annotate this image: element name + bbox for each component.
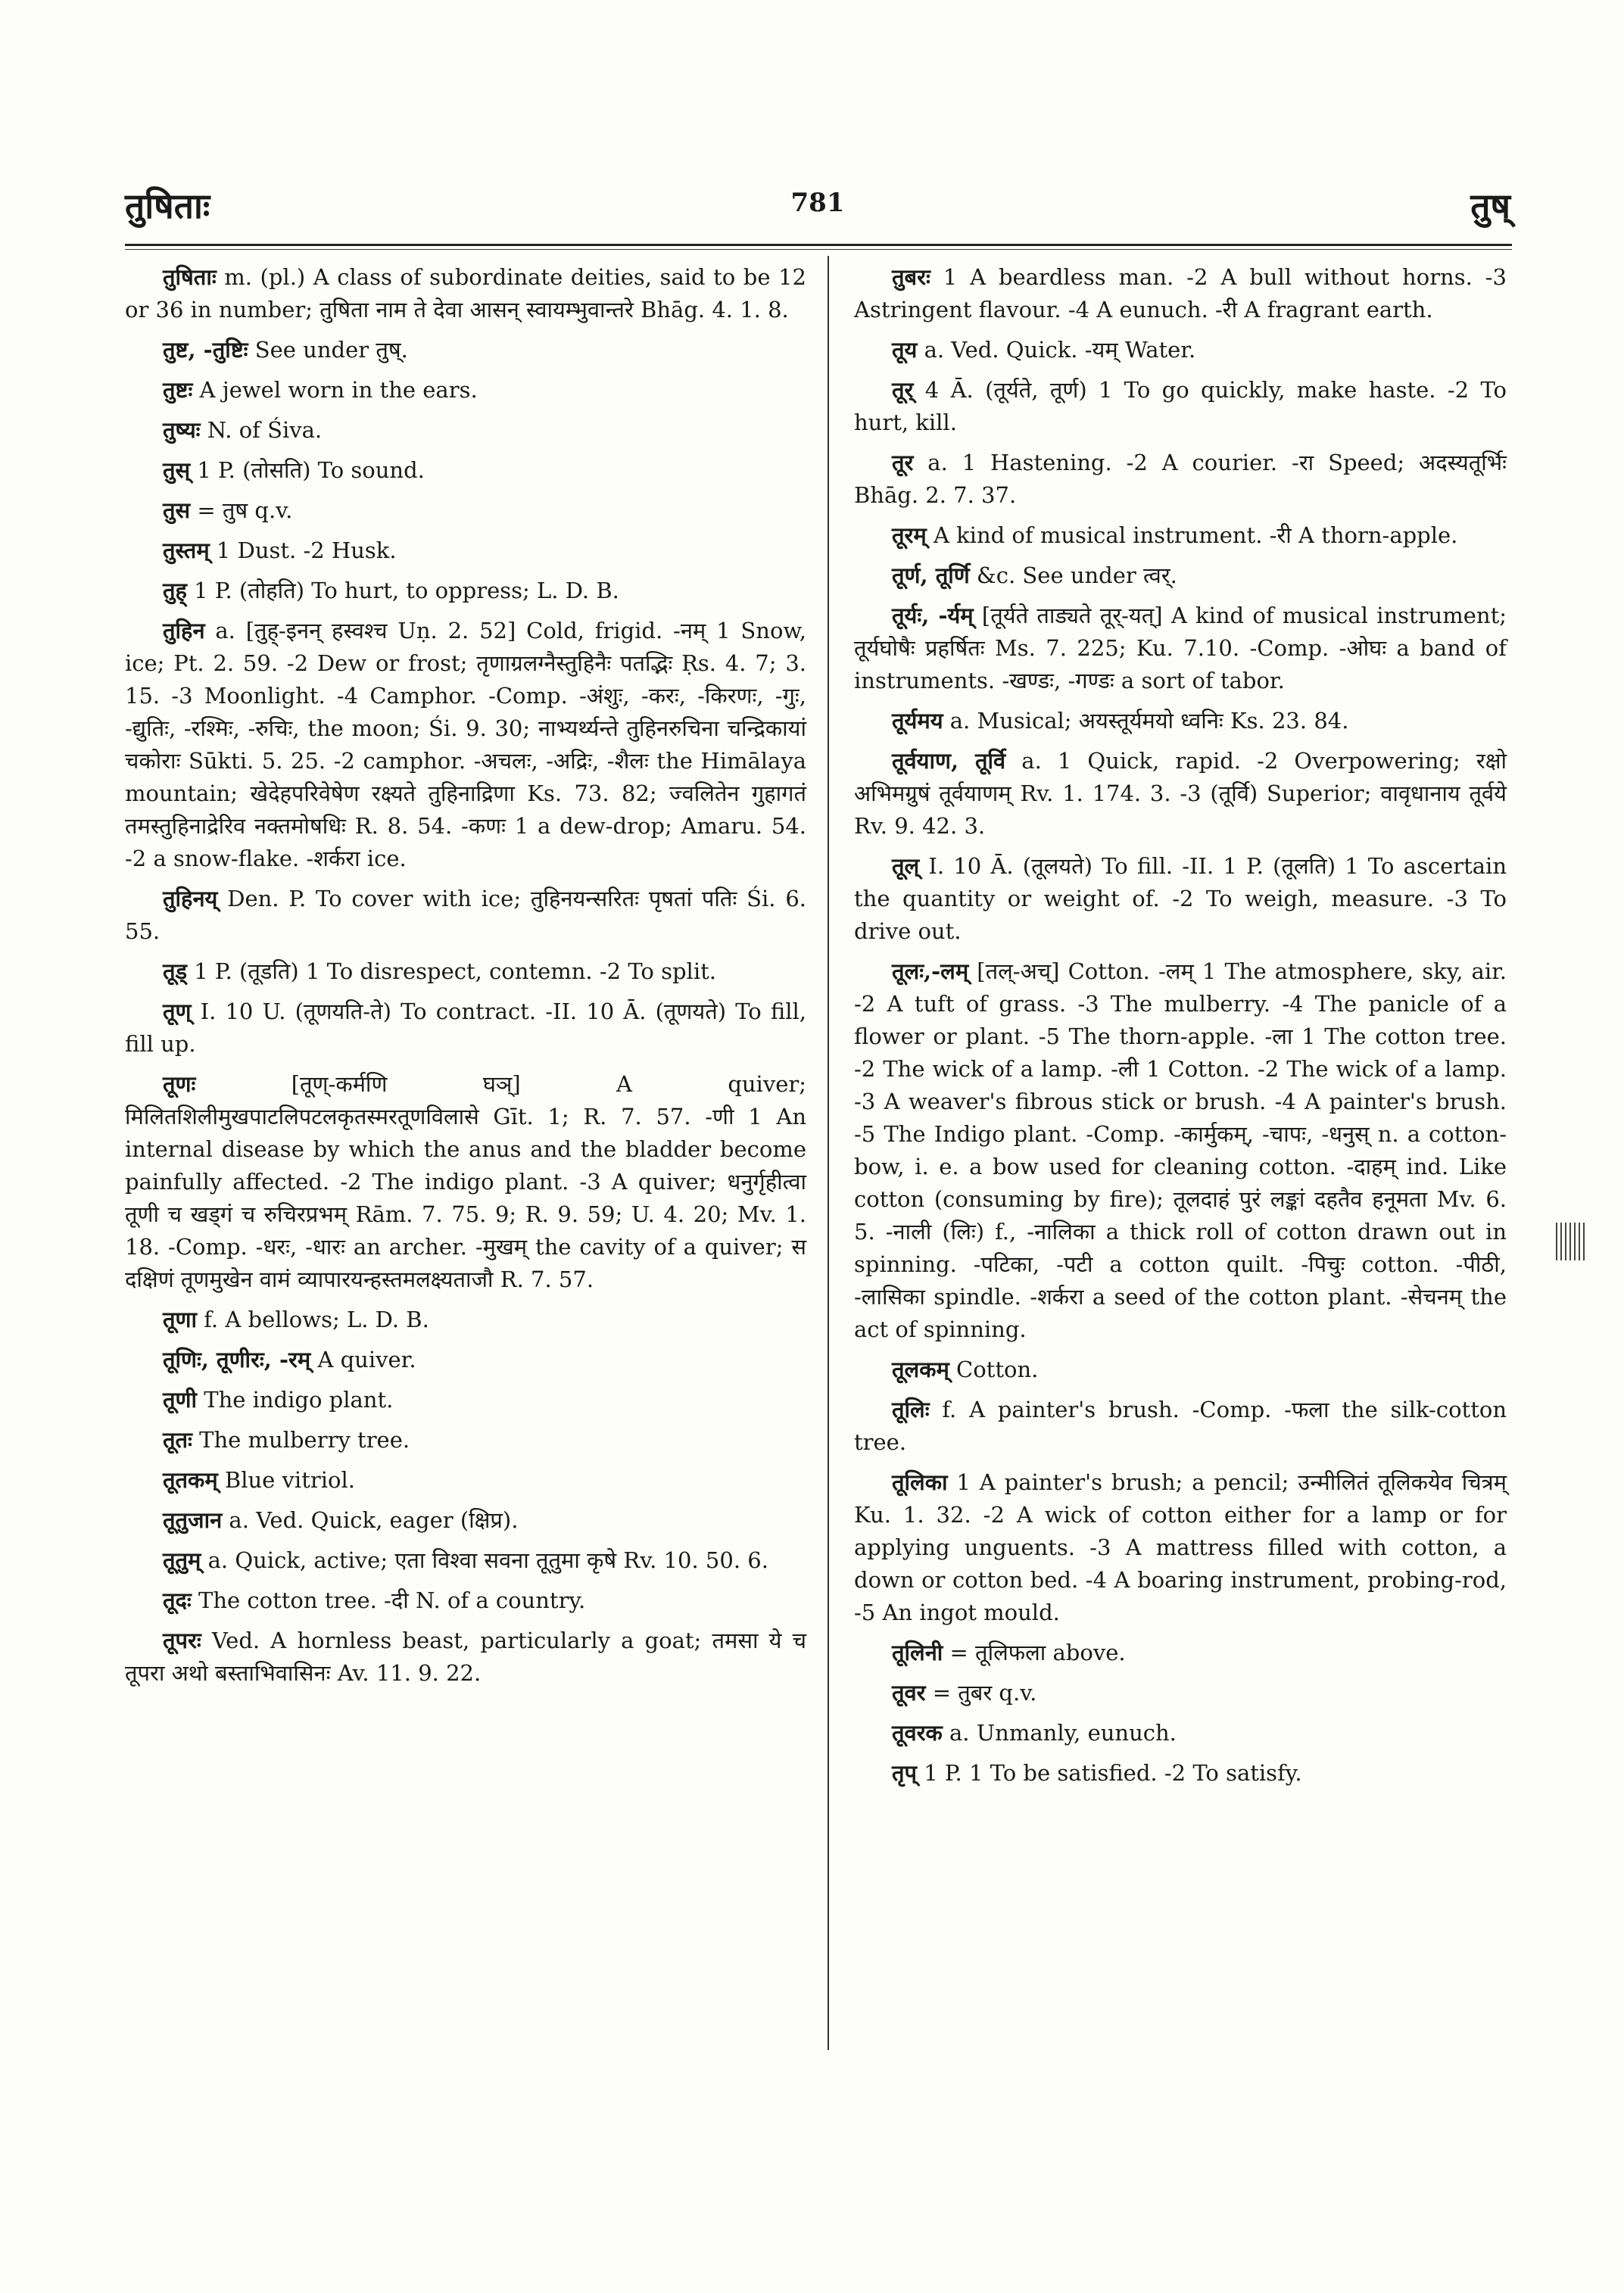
entry-headword: तूणा (163, 1307, 198, 1332)
dictionary-entry (854, 1757, 1507, 1790)
dictionary-entry (854, 334, 1507, 366)
dictionary-entry (125, 414, 806, 447)
entry-headword: तूण् (163, 999, 192, 1024)
dictionary-entry (125, 1384, 806, 1416)
entry-headword: तूर् (892, 377, 914, 403)
entry-headword: तूर्यः, -र्यम् (892, 603, 974, 628)
dictionary-entry (125, 534, 806, 567)
dictionary-entry (854, 955, 1507, 1346)
entry-definition: a. Ved. Quick. -यम् Water. (924, 337, 1196, 363)
entry-headword: तूर्वयाण, तूर्वि (892, 748, 1006, 774)
entry-definition: A kind of musical instrument. -री A thorn-apple. (933, 522, 1458, 548)
entry-definition: a. Musical; अयस्तूर्यमयो ध्वनिः Ks. 23. 84. (949, 708, 1349, 734)
entry-definition: A jewel worn in the ears. (199, 377, 478, 403)
dictionary-entry (125, 1464, 806, 1497)
entry-headword: तूणः (163, 1071, 196, 1097)
entry-headword: तूतः (163, 1427, 192, 1453)
dictionary-entry (125, 374, 806, 407)
entry-headword: तूतकम् (163, 1467, 218, 1493)
column-divider (828, 256, 829, 2050)
dictionary-entry (854, 447, 1507, 512)
entry-definition: [तूर्यते ताड्यते तूर्-यत्] A kind of musical instrument; तूर्यघोषैः प्रहर्षितः Ms. 7. 225; Ku. 7.10. -Comp. -ओघः a band of instruments. -खण्डः, -गण्डः a sort of tabor. (854, 603, 1507, 693)
left-column (125, 261, 806, 1697)
dictionary-entry (125, 1068, 806, 1296)
page-number: 781 (790, 188, 845, 218)
dictionary-entry (854, 374, 1507, 439)
entry-headword: तूवर (892, 1680, 926, 1706)
dictionary-entry (125, 1504, 806, 1537)
dictionary-entry (125, 1344, 806, 1376)
entry-headword: तूलः,-लम् (892, 958, 969, 984)
entry-headword: तूतुम् (163, 1547, 201, 1573)
entry-definition: 1 P. (तोहति) To hurt, to oppress; L. D. B. (194, 578, 619, 603)
dictionary-entry (125, 454, 806, 487)
entry-definition: N. of Śiva. (207, 417, 323, 443)
entry-definition: m. (pl.) A class of subordinate deities, said to be 12 or 36 in number; तुषिता नाम ते देवा आसन् स्वायम्भुवान्तरे Bhāg. 4. 1. 8. (125, 264, 806, 322)
entry-headword: तूलिनी (892, 1640, 943, 1665)
entry-headword: तूर्यमय (892, 708, 943, 734)
entry-headword: तूलकम् (892, 1357, 949, 1382)
entry-headword: तूर (892, 450, 914, 475)
dictionary-entry (125, 615, 806, 875)
dictionary-entry (854, 261, 1507, 326)
entry-definition: Cotton. (956, 1357, 1039, 1382)
entry-definition: I. 10 Ā. (तूलयते) To fill. -II. 1 P. (तूलति) 1 To ascertain the quantity or weight of. -2 To weigh, measure. -3 To drive out. (854, 853, 1507, 944)
entry-definition: a. Ved. Quick, eager (क्षिप्र). (229, 1507, 519, 1533)
entry-definition: 1 A beardless man. -2 A bull without horns. -3 Astringent flavour. -4 A eunuch. -री A fragrant earth. (854, 264, 1507, 322)
dictionary-entry (854, 519, 1507, 552)
entry-definition: f. A painter's brush. -Comp. -फला the silk-cotton tree. (854, 1397, 1507, 1455)
entry-headword: तुस् (163, 457, 191, 483)
dictionary-entry (854, 1354, 1507, 1386)
entry-headword: तूल् (892, 853, 920, 879)
entry-headword: तुस (163, 497, 191, 523)
dictionary-entry (125, 1625, 806, 1690)
dictionary-entry (854, 705, 1507, 737)
entry-headword: तुष्यः (163, 417, 201, 443)
entry-headword: तुषिताः (163, 264, 217, 290)
dictionary-entry (125, 261, 806, 326)
entry-definition: The cotton tree. -दी N. of a country. (198, 1587, 586, 1613)
entry-headword: तूणिः, तूणीरः, -रम् (163, 1347, 311, 1372)
dictionary-entry (125, 1424, 806, 1456)
entry-definition: See under तुष्. (254, 337, 408, 363)
entry-definition: Den. P. To cover with ice; तुहिनयन्सरितः पृषतां पतिः Śi. 6. 55. (125, 886, 806, 944)
entry-definition: &c. See under त्वर्. (976, 562, 1177, 588)
running-head-right: तुष् (1470, 185, 1510, 226)
entry-headword: तूलिः (892, 1397, 930, 1422)
entry-definition: 1 P. (तूडति) 1 To disrespect, contemn. -2 To split. (194, 958, 716, 984)
entry-definition: = तुबर q.v. (932, 1680, 1037, 1706)
entry-definition: Ved. A hornless beast, particularly a goat; तमसा ये च तूपरा अथो बस्ताभिवासिनः Av. 11. 9. 22. (125, 1628, 806, 1686)
dictionary-entry (854, 1677, 1507, 1709)
dictionary-entry (125, 955, 806, 988)
entry-headword: तूर्ण, तूर्णि (892, 562, 970, 588)
entry-headword: तुष्टः (163, 377, 193, 403)
running-head-left: तुषिताः (125, 185, 210, 226)
dictionary-entry (854, 1637, 1507, 1669)
dictionary-entry (125, 883, 806, 948)
entry-definition: The mulberry tree. (199, 1427, 410, 1453)
entry-headword: तूपरः (163, 1628, 201, 1653)
entry-definition: a. Quick, active; एता विश्वा सवना तूतुमा कृषे Rv. 10. 50. 6. (207, 1547, 768, 1573)
entry-headword: तुस्तम् (163, 537, 210, 563)
dictionary-entry (854, 1394, 1507, 1459)
entry-definition: = तुष q.v. (197, 497, 293, 523)
entry-headword: तूतुजान (163, 1507, 223, 1533)
dictionary-entry (854, 559, 1507, 592)
entry-definition: [तल्-अच्] Cotton. -लम् 1 The atmosphere, sky, air. -2 A tuft of grass. -3 The mulberry. -4 The panicle of a flower or plant. -5 The thorn-apple. -ला 1 The cotton tree. -2 The wick of a lamp. -ली 1 Cotton. -2 The wick of a lamp. -3 A weaver's fibrous stick or brush. -4 A painter's brush. -5 The Indigo plant. -Comp. -कार्मुकम्, -चापः, -धनुस् n. a cotton-bow, i. e. a bow used for cleaning cotton. -दाहम् ind. Like cotton (consuming by fire); तूलदाहं पुरं लङ्कां दहतैव हनूमता Mv. 6. 5. -नाली (लिः) f., -नालिका a thick roll of cotton drawn out in spinning. -पटिका, -पटी a cotton quilt. -पिचुः cotton. -पीठी, -लासिका spindle. -शर्करा a seed of the cotton plant. -सेचनम् the act of spinning. (854, 958, 1507, 1342)
dictionary-entry (854, 745, 1507, 843)
entry-definition: 4 Ā. (तूर्यते, तूर्ण) 1 To go quickly, make haste. -2 To hurt, kill. (854, 377, 1507, 435)
entry-headword: तूदः (163, 1587, 192, 1613)
entry-headword: तुहिन (163, 618, 205, 643)
entry-definition: a. 1 Quick, rapid. -2 Overpowering; रक्षो अभिमग्रुषं तूर्वयाणम् Rv. 1. 174. 3. -3 (तूर्वि) Superior; वावृधानाय तूर्वये Rv. 9. 42. 3. (854, 748, 1507, 839)
edge-marker (1556, 1223, 1585, 1260)
dictionary-entry (125, 575, 806, 607)
entry-headword: तूय (892, 337, 918, 363)
entry-headword: तुहिनय् (163, 886, 218, 911)
dictionary-entry (854, 1717, 1507, 1749)
entry-headword: तुह् (163, 578, 187, 603)
dictionary-entry (125, 1584, 806, 1617)
dictionary-entry (125, 334, 806, 366)
entry-definition: Blue vitriol. (224, 1467, 355, 1493)
entry-definition: The indigo plant. (204, 1387, 394, 1413)
entry-definition: 1 Dust. -2 Husk. (216, 537, 397, 563)
page-header (125, 182, 1510, 242)
entry-headword: तृप् (892, 1760, 918, 1786)
entry-definition: A quiver. (317, 1347, 416, 1372)
entry-definition: [तूण्-कर्मणि घञ्] A quiver; मिलितशिलीमुखपाटलिपटलकृतस्मरतूणविलासे Gīt. 1; R. 7. 57. -णी 1 An internal disease by which the anus and the bladder become painfully affected. -2 The indigo plant. -3 A quiver; धनुर्गृहीत्वा तूणी च खड्गं च रुचिरप्रभम् Rām. 7. 75. 9; R. 9. 59; U. 4. 20; Mv. 1. 18. -Comp. -धरः, -धारः an archer. -मुखम् the cavity of a quiver; स दक्षिणं तूणमुखेन वामं व्यापारयन्हस्तमलक्ष्यताजौ R. 7. 57. (125, 1071, 807, 1292)
entry-headword: तूवरक (892, 1720, 943, 1746)
entry-definition: 1 P. 1 To be satisfied. -2 To satisfy. (924, 1760, 1302, 1786)
dictionary-entry (854, 850, 1507, 948)
entry-definition: I. 10 U. (तूणयति-ते) To contract. -II. 10 Ā. (तूणयते) To fill, fill up. (125, 999, 807, 1057)
entry-headword: तूरम् (892, 522, 927, 548)
entry-definition: = तूलिफला above. (949, 1640, 1126, 1665)
dictionary-entry (854, 600, 1507, 697)
dictionary-entry (125, 995, 806, 1061)
entry-definition: 1 A painter's brush; a pencil; उन्मीलितं तूलिकयेव चित्रम् Ku. 1. 32. -2 A wick of cotton either for a lamp or for applying unguents. -3 A mattress filled with cotton, a down or cotton bed. -4 A boaring instrument, probing-rod, -5 An ingot mould. (854, 1469, 1507, 1625)
right-column (854, 261, 1507, 1797)
dictionary-entry (125, 494, 806, 527)
entry-headword: तुबरः (892, 264, 930, 290)
dictionary-entry (125, 1304, 806, 1336)
dictionary-entry (854, 1466, 1507, 1629)
entry-definition: a. Unmanly, eunuch. (949, 1720, 1177, 1746)
dictionary-entry (125, 1544, 806, 1577)
entry-definition: 1 P. (तोसति) To sound. (197, 457, 425, 483)
entry-definition: a. 1 Hastening. -2 A courier. -रा Speed; अदस्यतूर्भिः Bhāg. 2. 7. 37. (854, 450, 1507, 508)
entry-headword: तूणी (163, 1387, 198, 1413)
entry-definition: a. [तुह्-इनन् हस्वश्च Uṇ. 2. 52] Cold, frigid. -नम् 1 Snow, ice; Pt. 2. 59. -2 Dew or frost; तृणाग्रलग्नैस्तुहिनैः पतद्भिः Ṛs. 4. 7; 3. 15. -3 Moonlight. -4 Camphor. -Comp. -अंशुः, -करः, -किरणः, -गुः, -द्युतिः, -रश्मिः, -रुचिः, the moon; Śi. 9. 30; नाभ्यर्थ्यन्ते तुहिनरुचिना चन्द्रिकायां चकोराः Sūkti. 5. 25. -2 camphor. -अचलः, -अद्रिः, -शैलः the Himālaya mountain; खेदेहपरिवेषेण रक्ष्यते तुहिनाद्रिणा Ks. 73. 82; ज्वलितेन गुहागतं तमस्तुहिनाद्रेरिव नक्तमोषधिः R. 8. 54. -कणः 1 a dew-drop; Amaru. 54. -2 a snow-flake. -शर्करा ice. (125, 618, 806, 871)
header-rule (125, 244, 1512, 250)
entry-definition: f. A bellows; L. D. B. (204, 1307, 429, 1332)
entry-headword: तुष्ट, -तुष्टिः (163, 337, 248, 363)
entry-headword: तूलिका (892, 1469, 948, 1495)
entry-headword: तूड् (163, 958, 188, 984)
